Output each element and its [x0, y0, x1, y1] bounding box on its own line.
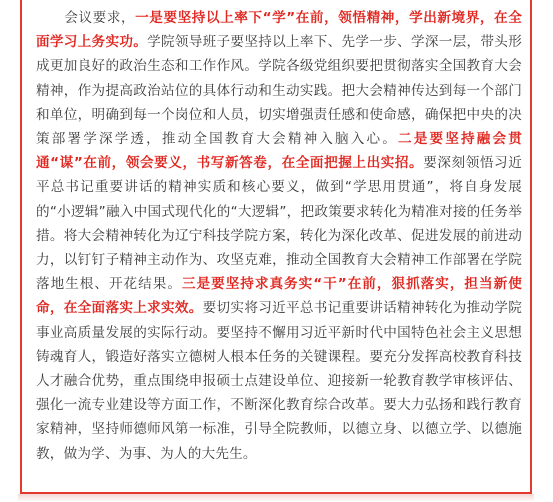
frame-bottom-shade: [18, 494, 534, 502]
requirement-three-body: 要切实将习近平总书记重要讲话精神转化为推动学院事业高质量发展的实际行动。要坚持不懈用习近平新时代中国特色社会主义思想铸魂育人，锻造好落实立德树人根本任务的关键课程。要充分发挥高校教育科技人才融合优势，重点围绕申报硕士点建设单位、迎接新一轮教育教学审核评估、强化一流专业建设等方面工作，不断深化教育综合改革。要大力弘扬和践行教育家精神，坚持师德师风第一标准，引导全院教师，以德立身、以德立学、以德施教，做为学、为事、为人的大先生。: [36, 300, 522, 462]
requirement-two-heading: 二是要坚持融会贯通“谋”在前，领会要义，书写新答卷，在全面把握上出实招。: [36, 131, 522, 172]
requirement-one-body: 学院领导班子要坚持以上率下、先学一步、学深一层，带头形成更加良好的政治生态和工作作风。学院各级党组织要把贯彻落实全国教育大会精神，作为提高政治站位的具体行动和生动实践。把大会精神传达到每一个部门和单位，明确到每一个岗位和人员，切实增强责任感和使命感，确保把中央的决策部署学深学透，推动全国教育大会精神入脑入心。: [36, 34, 522, 148]
article-paragraph: [36, 6, 522, 466]
intro-text: 会议要求，: [64, 10, 136, 26]
requirement-two-body: 要深刻领悟习近平总书记重要讲话的精神实质和核心要义，做到“学思用贯通”，将自身发展的“小逻辑”融入中国式现代化的“大逻辑”，把政策要求转化为精准对接的任务举措。将大会精神转化为辽宁科技学院方案，转化为深化改革、促进发展的前进动力，以钉钉子精神主动作为、攻坚克难，推动全国教育大会精神工作部署在学院落地生根、开花结果。: [36, 155, 523, 293]
requirement-three-heading: 三是要坚持求真务实“干”在前，狠抓落实，担当新使命，在全面落实上求实效。: [36, 276, 523, 317]
requirement-one-heading: 一是要坚持以上率下“学”在前，领悟精神，学出新境界，在全面学习上务实功。: [36, 10, 522, 51]
